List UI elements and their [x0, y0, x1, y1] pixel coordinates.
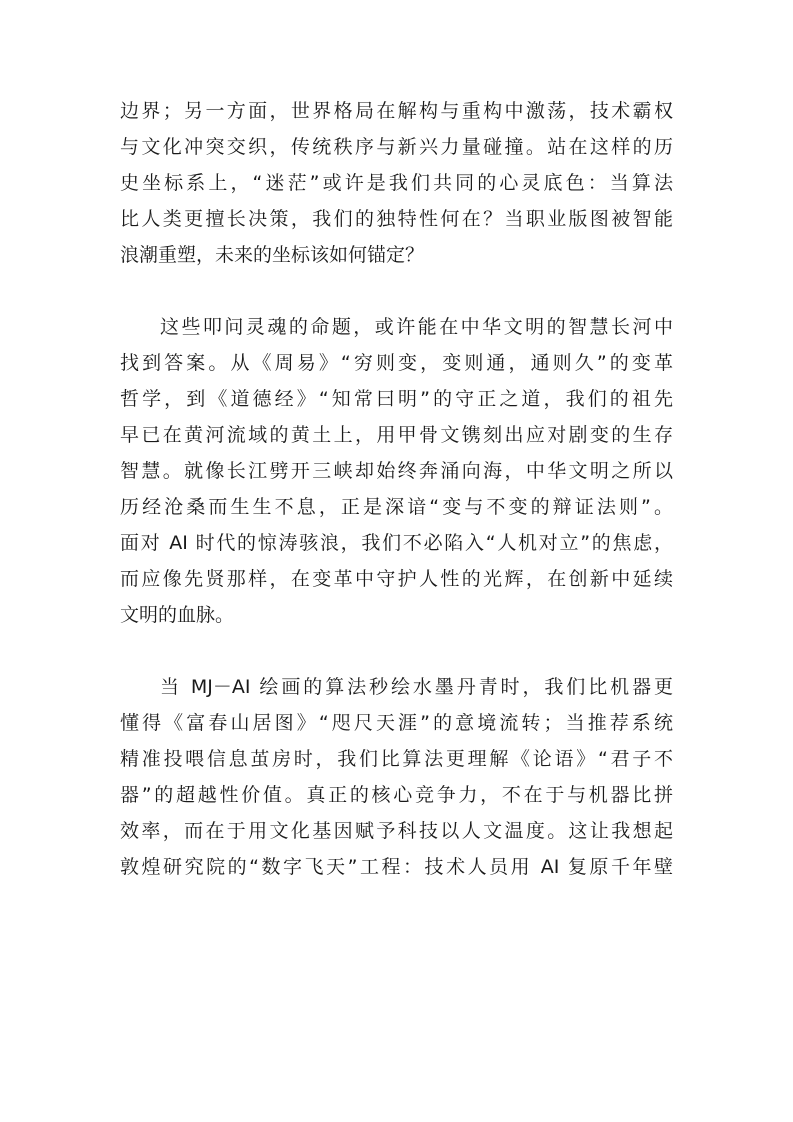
text-line: 敦煌研究院的“数字飞天”工程：技术人员用 AI 复原千年壁: [120, 856, 673, 878]
text-line: 精准投喂信息茧房时，我们比算法更理解《论语》“君子不: [120, 748, 673, 770]
essay-body: [120, 93, 673, 885]
text-line: 找到答案。从《周易》“穷则变，变则通，通则久”的变革: [120, 352, 673, 374]
paragraph-1: [120, 93, 673, 273]
paragraph-3: [120, 669, 673, 885]
text-line: 面对 AI 时代的惊涛骇浪，我们不必陷入“人机对立”的焦虑，: [120, 532, 673, 554]
text-line: 边界；另一方面，世界格局在解构与重构中激荡，技术霸权: [120, 100, 673, 122]
text-line: 文明的血脉。: [120, 604, 235, 626]
paragraph-2: [120, 309, 673, 633]
paragraph-gap: [120, 273, 673, 309]
text-line: 智慧。就像长江劈开三峡却始终奔涌向海，中华文明之所以: [120, 460, 673, 482]
text-line: 哲学，到《道德经》“知常曰明”的守正之道，我们的祖先: [120, 388, 673, 410]
text-line: 懂得《富春山居图》“咫尺天涯”的意境流转；当推荐系统: [120, 712, 673, 734]
text-line: 当 MJ－AI 绘画的算法秒绘水墨丹青时，我们比机器更: [160, 676, 673, 698]
text-line: 效率，而在于用文化基因赋予科技以人文温度。这让我想起: [120, 820, 673, 842]
text-line: 器”的超越性价值。真正的核心竞争力，不在于与机器比拼: [120, 784, 673, 806]
text-line: 早已在黄河流域的黄土上，用甲骨文镌刻出应对剧变的生存: [120, 424, 673, 446]
text-line: 比人类更擅长决策，我们的独特性何在？当职业版图被智能: [120, 208, 673, 230]
paragraph-gap: [120, 633, 673, 669]
text-line: 与文化冲突交织，传统秩序与新兴力量碰撞。站在这样的历: [120, 136, 673, 158]
text-line: 历经沧桑而生生不息，正是深谙“变与不变的辩证法则”。: [120, 496, 673, 518]
text-line: 史坐标系上，“迷茫”或许是我们共同的心灵底色：当算法: [120, 172, 673, 194]
text-line: 这些叩问灵魂的命题，或许能在中华文明的智慧长河中: [160, 316, 673, 338]
text-line: 而应像先贤那样，在变革中守护人性的光辉，在创新中延续: [120, 568, 673, 590]
text-line: 浪潮重塑，未来的坐标该如何锚定？: [120, 244, 425, 266]
